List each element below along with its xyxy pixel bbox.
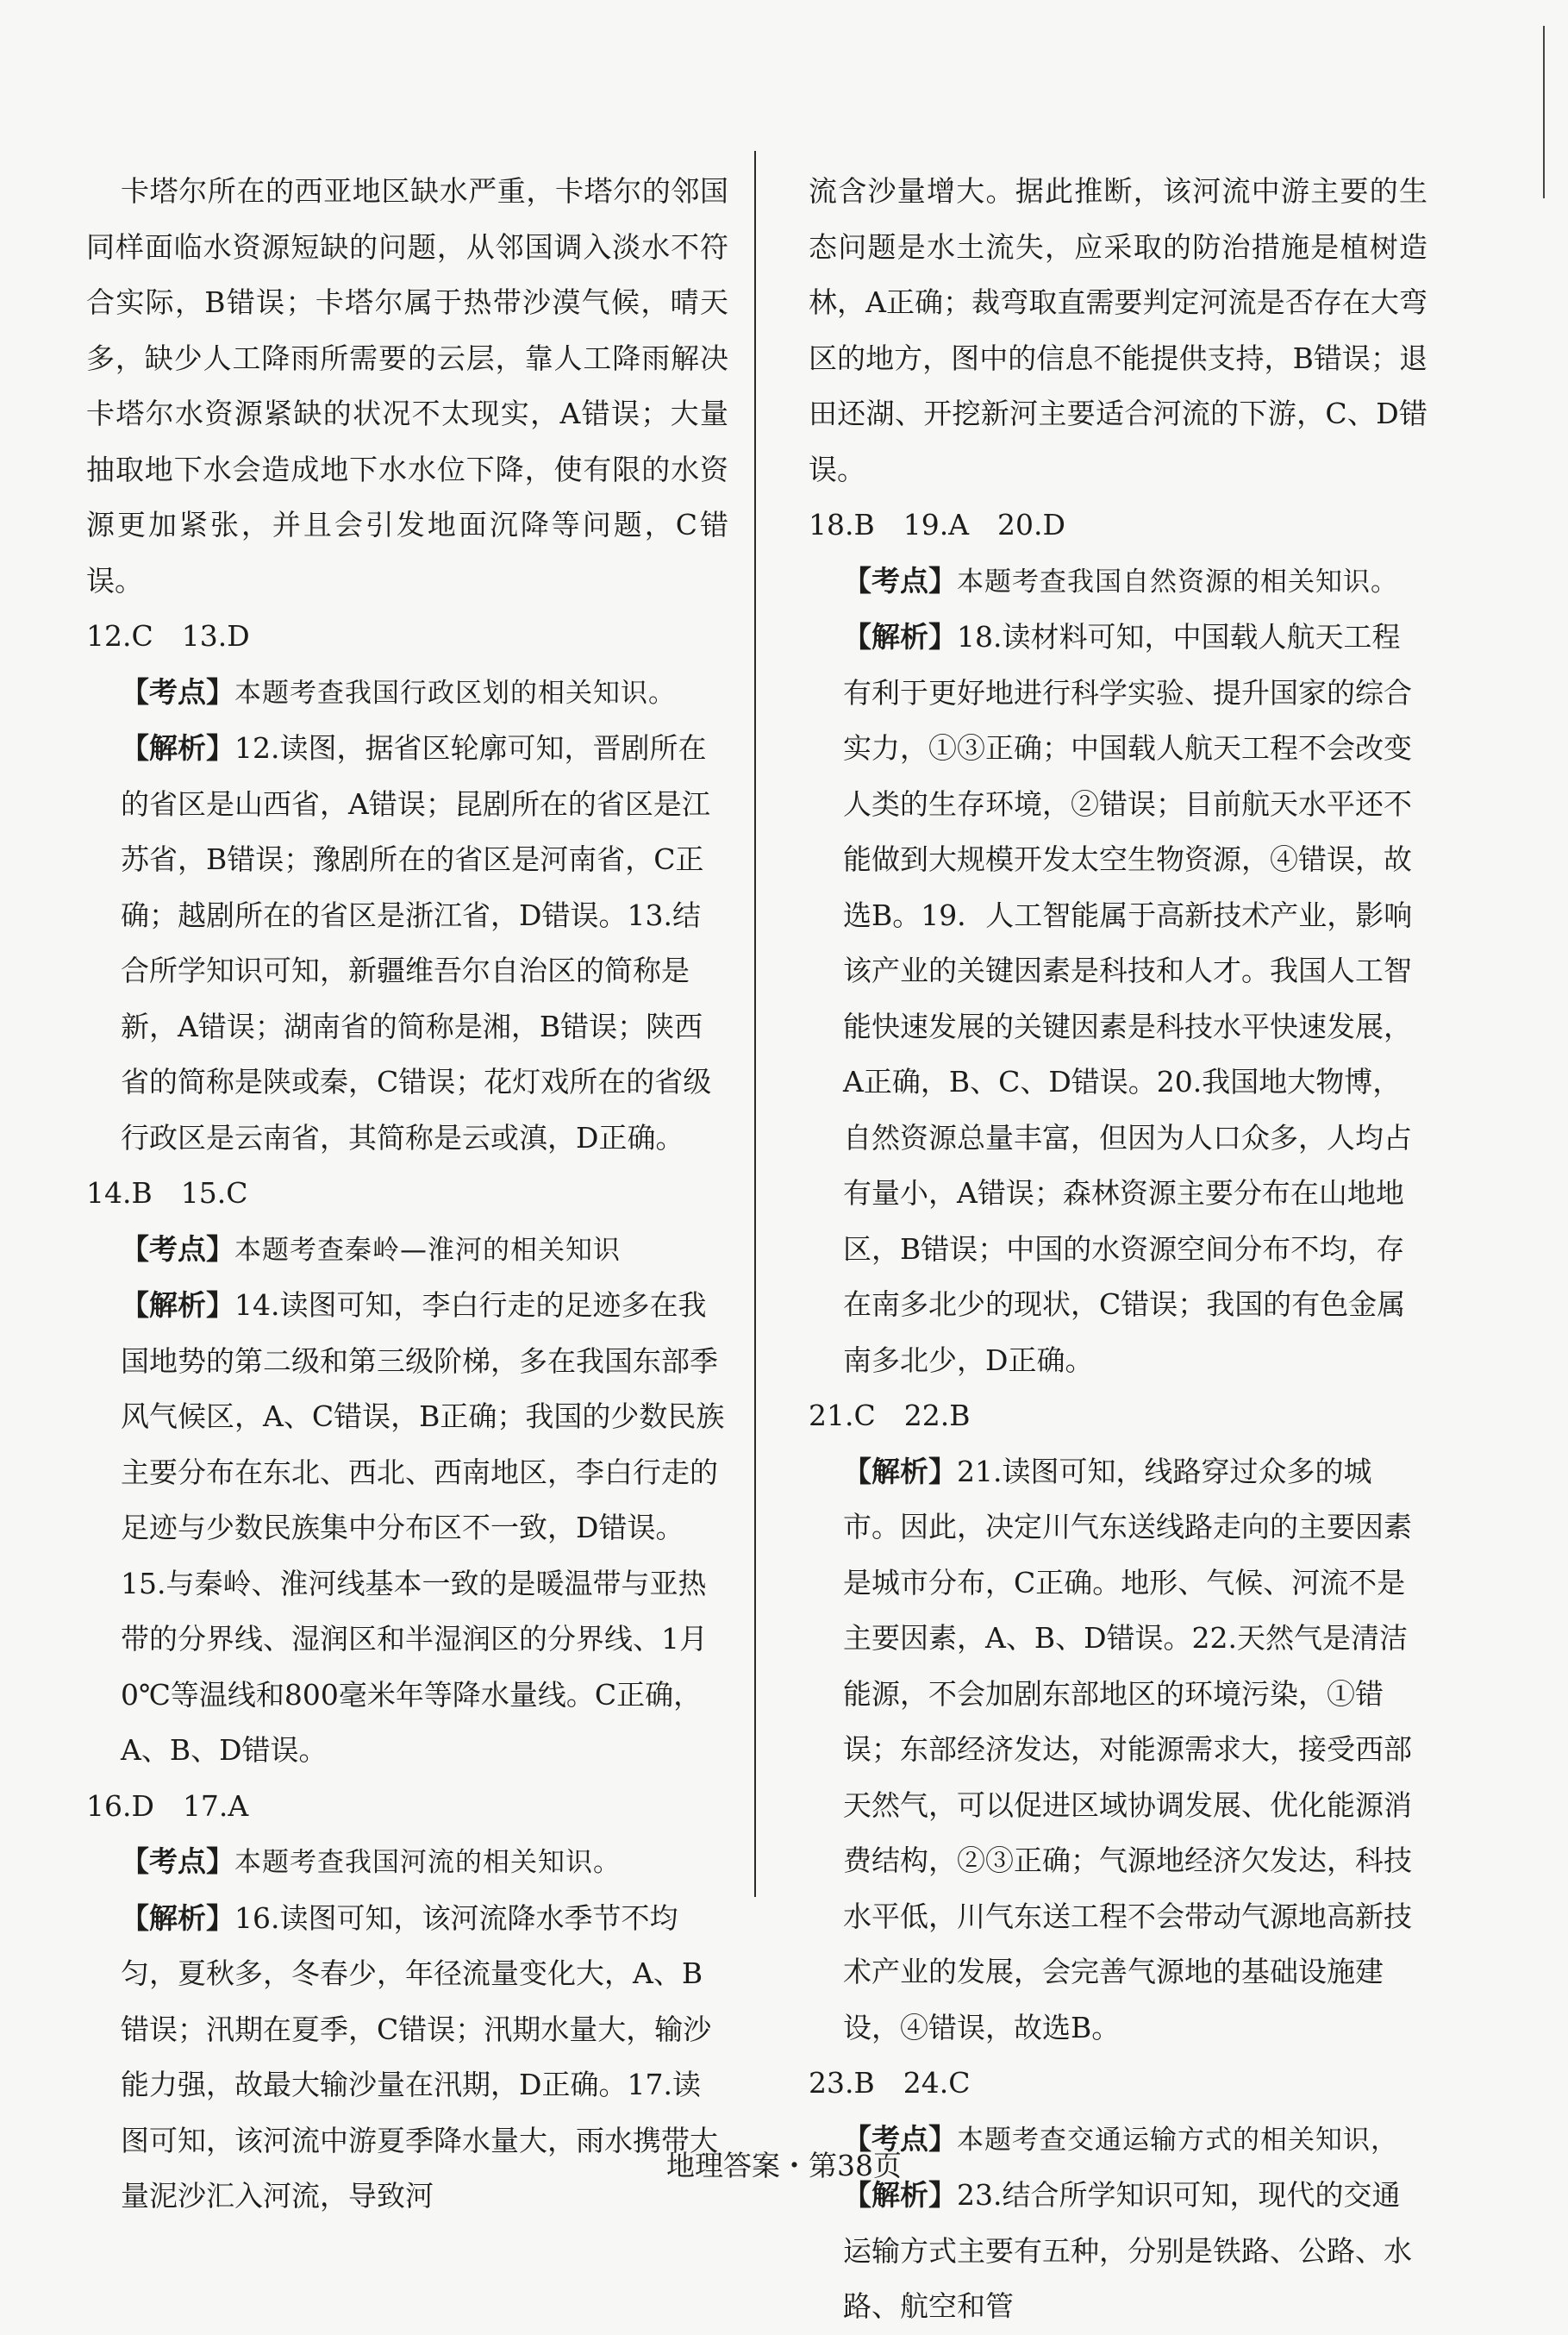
kaodian-label: 【考点】 <box>121 674 234 709</box>
kaodian-label: 【考点】 <box>121 1844 234 1878</box>
kaodian-text: 本题考查我国自然资源的相关知识。 <box>957 566 1398 598</box>
jiexi-text: 12.读图，据省区轮廓可知，晋剧所在的省区是山西省，A错误；昆剧所在的省区是江苏省，B错误；豫剧所在的省区是河南省，C正确；越剧所在的省区是浙江省，D错误。13.结合所学知识可知，新疆维吾尔自治区的简称是新，A错误；湖南省的简称是湘，B错误；陕西省的简称是陕或秦，C错误；花灯戏所在的省级行政区是云南省，其简称是云或滇，D正确。 <box>121 731 712 1155</box>
answers-23-24: 23.B 24.C <box>809 2066 971 2100</box>
kaodian-label: 【考点】 <box>843 563 957 598</box>
jiexi-label: 【解析】 <box>843 2178 957 2212</box>
page-edge-line <box>1543 26 1545 198</box>
jiexi-21-22 <box>809 1444 1427 2056</box>
jiexi-18-20 <box>809 610 1427 1388</box>
answers-21-22: 21.C 22.B <box>809 1399 971 1432</box>
page-footer: 地理答案・第38页 <box>666 2149 902 2182</box>
column-divider <box>754 151 756 1897</box>
answers-16-17: 16.D 17.A <box>86 1788 249 1823</box>
jiexi-label: 【解析】 <box>121 731 234 765</box>
jiexi-14-15 <box>86 1278 728 1779</box>
jiexi-23-24 <box>809 2168 1427 2335</box>
jiexi-text: 21.读图可知，线路穿过众多的城市。因此，决定川气东送线路走向的主要因素是城市分布，C正确。地形、气候、河流不是主要因素，A、B、D错误。22.天然气是清洁能源，不会加剧东部地区的环境污染，①错误；东部经济发达，对能源需求大，接受西部天然气，可以促进区域协调发展、优化能源消费结构，②③正确；气源地经济欠发达，科技水平低，川气东送工程不会带动气源地高新技术产业的发展，会完善气源地的基础设施建设，④错误，故选B。 <box>843 1454 1412 2044</box>
jiexi-text: 18.读材料可知，中国载人航天工程有利于更好地进行科学实验、提升国家的综合实力，①③正确；中国载人航天工程不会改变人类的生存环境，②错误；目前航天水平还不能做到大规模开发太空生物资源，④错误，故选B。19．人工智能属于高新技术产业，影响该产业的关键因素是科技和人才。我国人工智能快速发展的关键因素是科技水平快速发展，A正确，B、C、D错误。20.我国地大物博，自然资源总量丰富，但因为人口众多，人均占有量小，A错误；森林资源主要分布在山地地区，B错误；中国的水资源空间分布不均，存在南多北少的现状，C错误；我国的有色金属南多北少，D正确。 <box>843 620 1413 1377</box>
continued-paragraph: 卡塔尔所在的西亚地区缺水严重，卡塔尔的邻国同样面临水资源短缺的问题，从邻国调入淡水不符合实际，B错误；卡塔尔属于热带沙漠气候，晴天多，缺少人工降雨所需要的云层，靠人工降雨解决卡塔尔水资源紧缺的状况不太现实，A错误；大量抽取地下水会造成地下水水位下降，使有限的水资源更加紧张，并且会引发地面沉降等问题，C错误。 <box>86 174 728 598</box>
left-column <box>86 164 728 2225</box>
jiexi-text: 14.读图可知，李白行走的足迹多在我国地势的第二级和第三级阶梯，多在我国东部季风气候区，A、C错误，B正确；我国的少数民族主要分布在东北、西北、西南地区，李白行走的足迹与少数民族集中分布区不一致，D错误。15.与秦岭、淮河线基本一致的是暖温带与亚热带的分界线、湿润区和半湿润区的分界线、1月0℃等温线和800毫米年等降水量线。C正确，A、B、D错误。 <box>121 1288 725 1767</box>
kaodian-text: 本题考查交通运输方式的相关知识， <box>957 2124 1398 2156</box>
kaodian-label: 【考点】 <box>843 2121 957 2156</box>
kaodian-14-15 <box>86 1222 728 1279</box>
jiexi-label: 【解析】 <box>121 1900 234 1935</box>
answers-14-15: 14.B 15.C <box>86 1176 248 1210</box>
answers-18-20: 18.B 19.A 20.D <box>809 508 1065 541</box>
kaodian-text: 本题考查秦岭—淮河的相关知识 <box>234 1234 621 1266</box>
jiexi-label: 【解析】 <box>121 1288 234 1322</box>
kaodian-text: 本题考查我国行政区划的相关知识。 <box>234 677 676 709</box>
right-column <box>809 164 1427 2335</box>
kaodian-12-13 <box>86 665 728 722</box>
continued-paragraph: 流含沙量增大。据此推断，该河流中游主要的生态问题是水土流失，应采取的防治措施是植树造林，A正确；裁弯取直需要判定河流是否存在大弯区的地方，图中的信息不能提供支持，B错误；退田还湖、开挖新河主要适合河流的下游，C、D错误。 <box>809 174 1427 486</box>
jiexi-text: 23.结合所学知识可知，现代的交通运输方式主要有五种，分别是铁路、公路、水路、航空和管 <box>843 2178 1412 2323</box>
kaodian-text: 本题考查我国河流的相关知识。 <box>234 1847 621 1878</box>
answers-12-13: 12.C 13.D <box>86 619 250 653</box>
jiexi-label: 【解析】 <box>843 1454 957 1488</box>
jiexi-12-13 <box>86 721 728 1166</box>
jiexi-text: 16.读图可知，该河流降水季节不均匀，夏秋多，冬春少，年径流量变化大，A、B错误；汛期在夏季，C错误；汛期水量大，输沙能力强，故最大输沙量在汛期，D正确。17.读图可知，该河流中游夏季降水量大，雨水携带大量泥沙汇入河流，导致河 <box>121 1900 718 2213</box>
jiexi-label: 【解析】 <box>843 620 957 654</box>
kaodian-label: 【考点】 <box>121 1231 234 1266</box>
kaodian-16-17 <box>86 1834 728 1891</box>
kaodian-18-20 <box>809 554 1427 610</box>
